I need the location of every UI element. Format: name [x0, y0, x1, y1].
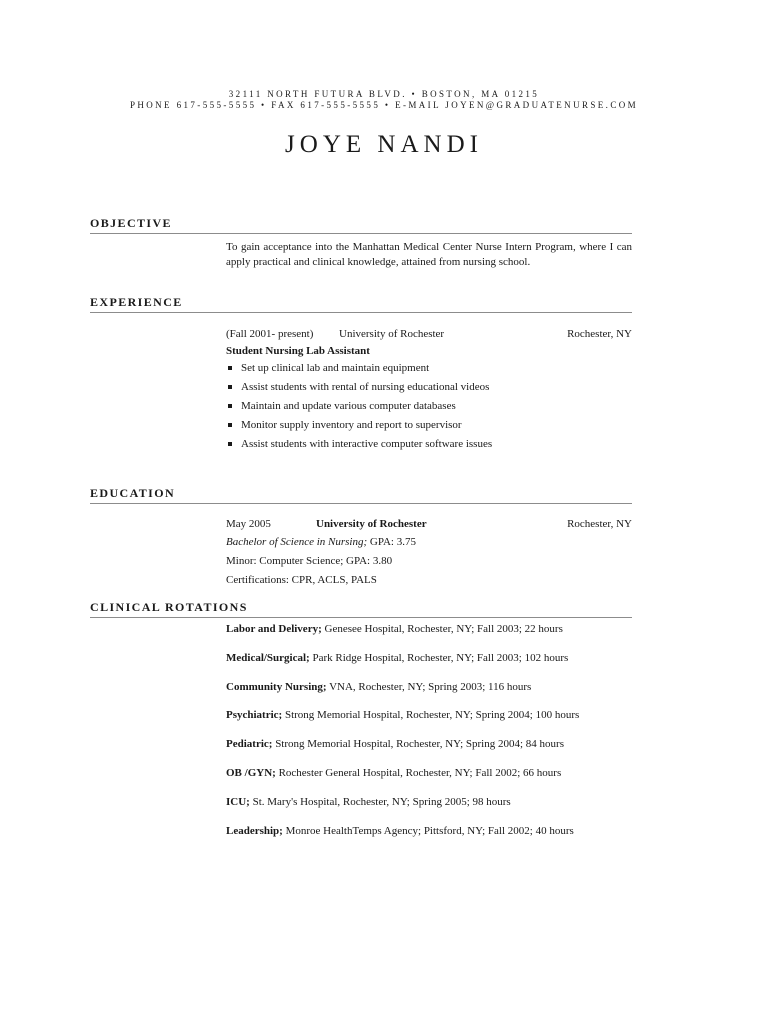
objective-text: To gain acceptance into the Manhattan Medical Center Nurse Intern Program, where I can apply practical and clinical knowledge, attained from nursing school.	[226, 241, 632, 268]
list-item: Maintain and update various computer databases	[226, 397, 632, 416]
applicant-name: JOYE NANDI	[285, 131, 483, 158]
list-item: Set up clinical lab and maintain equipment	[226, 359, 632, 378]
experience-location: Rochester, NY	[567, 328, 632, 340]
list-item: Medical/Surgical; Park Ridge Hospital, Rochester, NY; Fall 2003; 102 hours	[226, 651, 569, 664]
education-gpa: GPA: 3.75	[367, 536, 416, 548]
clinical-list	[226, 620, 632, 850]
experience-dates: (Fall 2001- present)	[226, 328, 314, 340]
list-item: ICU; St. Mary's Hospital, Rochester, NY; Spring 2005; 98 hours	[226, 795, 511, 808]
contact-line: PHONE 617-555-5555 • FAX 617-555-5555 • E-MAIL JOYEN@GRADUATENURSE.COM	[129, 100, 639, 110]
objective-heading: OBJECTIVE	[90, 215, 632, 234]
address-line: 32111 NORTH FUTURA BLVD. • BOSTON, MA 01215	[228, 89, 540, 99]
clinical-heading: CLINICAL ROTATIONS	[90, 599, 632, 618]
education-block	[226, 515, 632, 590]
education-certifications: Certifications: CPR, ACLS, PALS	[226, 574, 377, 586]
education-date: May 2005	[226, 518, 271, 530]
bullet-icon	[228, 385, 232, 389]
experience-employer: University of Rochester	[339, 328, 445, 340]
bullet-icon	[228, 404, 232, 408]
list-item: OB /GYN; Rochester General Hospital, Rochester, NY; Fall 2002; 66 hours	[226, 766, 562, 779]
experience-heading: EXPERIENCE	[90, 294, 632, 313]
education-school: University of Rochester	[316, 518, 427, 530]
list-item: Pediatric; Strong Memorial Hospital, Rochester, NY; Spring 2004; 84 hours	[226, 738, 564, 751]
education-minor: Minor: Computer Science; GPA: 3.80	[226, 555, 393, 567]
list-item: Assist students with rental of nursing educational videos	[226, 378, 632, 397]
bullet-icon	[228, 366, 232, 370]
education-heading: EDUCATION	[90, 485, 632, 504]
experience-duties-list	[226, 359, 632, 454]
bullet-icon	[228, 442, 232, 446]
education-degree-row	[226, 533, 632, 552]
list-item: Community Nursing; VNA, Rochester, NY; Spring 2003; 116 hours	[226, 680, 532, 693]
list-item: Labor and Delivery; Genesee Hospital, Rochester, NY; Fall 2003; 22 hours	[226, 623, 563, 635]
experience-header-row	[226, 325, 632, 342]
experience-title: Student Nursing Lab Assistant	[226, 345, 370, 357]
education-header-row	[226, 515, 632, 533]
bullet-icon	[228, 423, 232, 427]
list-item: Leadership; Monroe HealthTemps Agency; Pittsford, NY; Fall 2002; 40 hours	[226, 824, 574, 837]
education-degree: Bachelor of Science in Nursing;	[226, 536, 368, 548]
list-item: Monitor supply inventory and report to supervisor	[226, 416, 632, 435]
list-item: Assist students with interactive computer software issues	[226, 435, 632, 454]
experience-block	[226, 325, 632, 454]
list-item: Psychiatric; Strong Memorial Hospital, Rochester, NY; Spring 2004; 100 hours	[226, 709, 580, 722]
education-location: Rochester, NY	[567, 518, 632, 530]
